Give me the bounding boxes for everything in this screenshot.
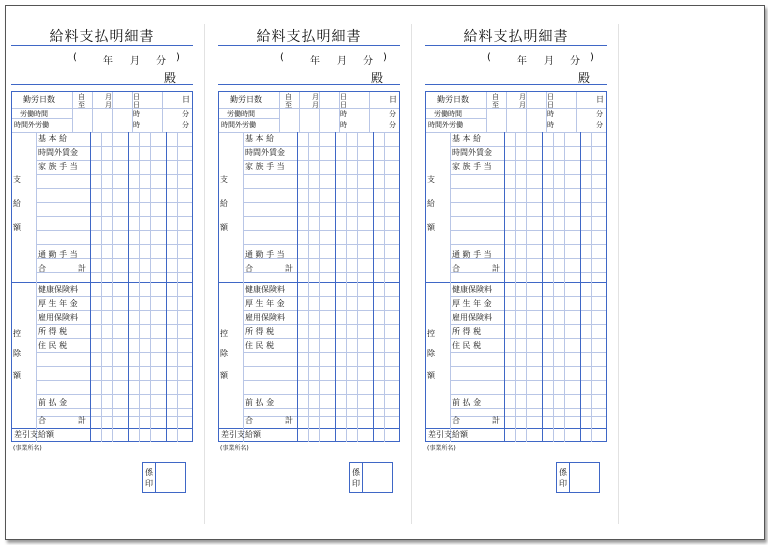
deduction-item-label: 健康保険料 [452,285,492,294]
grid-line [580,132,581,442]
grid-line [139,132,140,442]
grid-line [128,132,129,442]
slip-separator [411,24,412,524]
pay-slip [425,6,607,506]
grid-line [36,160,192,161]
commute-allowance-label: 通 勤 手 当 [38,250,78,259]
payment-section-char: 給 [220,199,228,208]
slip-title: 給料支払明細書 [256,29,362,45]
grid-line [450,296,606,297]
grid-line [243,160,399,161]
grid-line [450,202,606,203]
work-hours-minute-unit: 分 [182,110,189,118]
deduction-item-label: 雇用保険料 [245,313,285,322]
payment-section-char: 支 [427,175,435,184]
overtime-minute-unit: 分 [182,121,189,129]
grid-line [112,92,113,132]
payment-section-char: 額 [13,223,21,232]
deduction-total-label: 計 [492,416,500,425]
to-label: 至 [78,101,85,109]
grid-line [450,146,606,147]
grid-line [357,132,358,442]
work-days-unit: 日 [389,95,397,104]
grid-line [36,188,192,189]
grid-line [450,174,606,175]
grid-line [36,416,192,417]
work-hours-label: 労働時間 [434,110,462,118]
stamp-label: 印 [352,479,360,488]
grid-line [542,132,543,442]
deduction-total-label: 合 [452,416,460,425]
grid-line [243,310,399,311]
grid-line [36,230,192,231]
commute-allowance-label: 通 勤 手 当 [452,250,492,259]
grid-line [450,352,606,353]
deduction-total-label: 合 [38,416,46,425]
grid-line [450,338,606,339]
work-hours-hour-unit: 時 [340,110,347,118]
grid-line [36,338,192,339]
period-close-paren: ) [176,52,180,63]
grid-line [450,272,606,273]
advance-payment-label: 前 払 金 [452,398,482,407]
deduction-item-label: 住 民 税 [38,341,68,350]
grid-line [36,272,192,273]
slip-separator [204,24,205,524]
grid-line [177,132,178,442]
work-days-label: 勤労日数 [23,95,55,104]
deduction-item-label: 厚 生 年 金 [452,299,492,308]
addressee-suffix: 殿 [578,71,591,85]
deduction-section-char: 額 [13,371,21,380]
grid-line [36,174,192,175]
period-year: 年 [517,56,527,67]
grid-line [243,394,399,395]
grid-line [243,216,399,217]
slip-grid [425,91,607,442]
label-column-divider [90,132,91,442]
grid-line [279,92,280,132]
stamp-box [349,462,393,493]
grid-line [243,324,399,325]
to-day-label: 日 [133,101,140,109]
deduction-item-label: 厚 生 年 金 [245,299,285,308]
grid-line [243,338,399,339]
grid-line [591,132,592,442]
grid-line [36,216,192,217]
pay-slip [218,6,400,506]
slip-separator [618,24,619,524]
overtime-hour-unit: 時 [547,121,554,129]
to-label: 至 [492,101,499,109]
grid-line [243,202,399,203]
deduction-total-label: 合 [245,416,253,425]
grid-line [243,416,399,417]
grid-line [112,132,113,442]
period-open-paren: ( [280,52,284,63]
grid-line [36,296,192,297]
overtime-label: 時間外労働 [14,121,49,129]
grid-line [36,408,192,409]
grid-line [243,408,399,409]
grid-line [373,132,374,442]
overtime-hour-unit: 時 [340,121,347,129]
grid-line [36,394,192,395]
deduction-item-label: 雇用保険料 [38,313,78,322]
grid-line [450,408,606,409]
grid-line [450,324,606,325]
deduction-item-label: 厚 生 年 金 [38,299,78,308]
deduction-section-char: 額 [427,371,435,380]
slip-title: 給料支払明細書 [463,29,569,45]
grid-line [384,132,385,442]
grid-line [450,416,606,417]
payment-item-label: 時間外賃金 [452,148,492,157]
payment-item-label: 家 族 手 当 [38,162,78,171]
work-hours-hour-unit: 時 [133,110,140,118]
grid-line [335,132,336,442]
addressee-suffix: 殿 [164,71,177,85]
grid-line [36,202,192,203]
grid-line [243,230,399,231]
grid-line [299,92,300,132]
grid-line [101,132,102,442]
grid-line [36,310,192,311]
deduction-item-label: 雇用保険料 [452,313,492,322]
deduction-item-label: 所 得 税 [452,327,482,336]
grid-line [426,118,486,119]
period-fen: 分 [363,56,373,67]
section-divider [12,282,192,283]
grid-line [243,132,244,442]
grid-line [426,108,606,109]
grid-line [450,188,606,189]
payment-section-char: 支 [220,175,228,184]
grid-line [92,92,93,132]
payment-item-label: 基 本 給 [452,134,482,143]
grid-line [346,132,347,442]
grid-line [12,108,192,109]
slip-title: 給料支払明細書 [49,29,155,45]
to-day-label: 日 [547,101,554,109]
from-month-label: 月 [519,93,526,101]
from-month-label: 月 [105,93,112,101]
title-underline [425,45,607,46]
grid-line [243,244,399,245]
grid-line [36,380,192,381]
grid-line [219,132,399,133]
grid-line [243,366,399,367]
grid-line [219,108,399,109]
payment-section-char: 給 [13,199,21,208]
stamp-label: 係 [352,468,360,477]
payment-total-label: 合 [245,264,253,273]
grid-line [243,296,399,297]
period-month: 月 [337,56,347,67]
grid-line [450,216,606,217]
work-hours-label: 労働時間 [227,110,255,118]
deduction-total-label: 計 [285,416,293,425]
stamp-box [556,462,600,493]
stamp-box [142,462,186,493]
grid-line [243,380,399,381]
stamp-divider [362,463,363,492]
net-pay-label: 差引支給額 [14,430,54,439]
grid-line [36,324,192,325]
label-column-divider [504,132,505,442]
name-underline [218,84,400,85]
work-days-label: 勤労日数 [230,95,262,104]
deduction-section-char: 額 [220,371,228,380]
grid-line [36,366,192,367]
period-fen: 分 [570,56,580,67]
grid-line [36,132,37,442]
payment-section-char: 額 [427,223,435,232]
payment-section-char: 支 [13,175,21,184]
from-day-label: 日 [547,93,554,101]
deduction-total-label: 計 [78,416,86,425]
name-underline [11,84,193,85]
section-divider [426,282,606,283]
grid-line [308,132,309,442]
grid-line [72,92,73,132]
deduction-section-char: 除 [220,349,228,358]
to-month-label: 月 [105,101,112,109]
net-divider [219,428,399,429]
deduction-item-label: 所 得 税 [38,327,68,336]
net-divider [12,428,192,429]
deduction-item-label: 住 民 税 [452,341,482,350]
grid-line [219,118,279,119]
payment-item-label: 家 族 手 当 [452,162,492,171]
grid-line [369,92,370,132]
net-divider [426,428,606,429]
to-label: 至 [285,101,292,109]
stamp-divider [155,463,156,492]
from-day-label: 日 [340,93,347,101]
stamp-label: 印 [559,479,567,488]
stamp-label: 係 [145,468,153,477]
period-open-paren: ( [73,52,77,63]
grid-line [553,132,554,442]
grid-line [426,132,606,133]
label-column-divider [297,132,298,442]
grid-line [506,92,507,132]
work-hours-label: 労働時間 [20,110,48,118]
overtime-label: 時間外労働 [428,121,463,129]
payment-item-label: 時間外賃金 [38,148,78,157]
from-label: 自 [78,93,85,101]
period-month: 月 [130,56,140,67]
grid-line [12,118,72,119]
office-name-label: (事業所名) [13,445,42,452]
period-close-paren: ) [590,52,594,63]
grid-line [576,92,577,132]
commute-allowance-label: 通 勤 手 当 [245,250,285,259]
stamp-label: 印 [145,479,153,488]
deduction-section-char: 控 [13,329,21,338]
from-month-label: 月 [312,93,319,101]
grid-line [450,366,606,367]
deduction-item-label: 健康保険料 [245,285,285,294]
payment-total-label: 計 [78,264,86,273]
slip-grid [11,91,193,442]
period-year: 年 [310,56,320,67]
grid-line [450,394,606,395]
payment-total-label: 合 [38,264,46,273]
payment-item-label: 家 族 手 当 [245,162,285,171]
grid-line [243,146,399,147]
grid-line [243,174,399,175]
work-days-unit: 日 [182,95,190,104]
grid-line [243,272,399,273]
payment-item-label: 基 本 給 [38,134,68,143]
work-hours-minute-unit: 分 [596,110,603,118]
period-fen: 分 [156,56,166,67]
period-month: 月 [544,56,554,67]
title-underline [11,45,193,46]
payment-total-label: 計 [285,264,293,273]
grid-line [36,352,192,353]
grid-line [12,132,192,133]
grid-line [450,160,606,161]
payment-item-label: 基 本 給 [245,134,275,143]
grid-line [450,310,606,311]
deduction-item-label: 健康保険料 [38,285,78,294]
work-hours-minute-unit: 分 [389,110,396,118]
deduction-item-label: 所 得 税 [245,327,275,336]
slip-grid [218,91,400,442]
grid-line [36,244,192,245]
deduction-section-char: 除 [13,349,21,358]
grid-line [515,132,516,442]
period-close-paren: ) [383,52,387,63]
grid-line [243,352,399,353]
to-month-label: 月 [519,101,526,109]
period-open-paren: ( [487,52,491,63]
work-days-label: 勤労日数 [437,95,469,104]
deduction-item-label: 住 民 税 [245,341,275,350]
stamp-divider [569,463,570,492]
grid-line [319,92,320,132]
to-month-label: 月 [312,101,319,109]
grid-line [526,92,527,132]
overtime-label: 時間外労働 [221,121,256,129]
from-label: 自 [492,93,499,101]
section-divider [219,282,399,283]
overtime-hour-unit: 時 [133,121,140,129]
work-days-unit: 日 [596,95,604,104]
name-underline [425,84,607,85]
grid-line [166,132,167,442]
payment-item-label: 時間外賃金 [245,148,285,157]
to-day-label: 日 [340,101,347,109]
work-hours-hour-unit: 時 [547,110,554,118]
payment-total-label: 計 [492,264,500,273]
grid-line [450,230,606,231]
pay-slip [11,6,193,506]
payment-section-char: 給 [427,199,435,208]
grid-line [319,132,320,442]
advance-payment-label: 前 払 金 [38,398,68,407]
deduction-section-char: 控 [427,329,435,338]
period-year: 年 [103,56,113,67]
grid-line [450,132,451,442]
payment-total-label: 合 [452,264,460,273]
stamp-label: 係 [559,468,567,477]
deduction-section-char: 控 [220,329,228,338]
grid-line [526,132,527,442]
grid-line [162,92,163,132]
payment-section-char: 額 [220,223,228,232]
grid-line [564,132,565,442]
from-day-label: 日 [133,93,140,101]
deduction-section-char: 除 [427,349,435,358]
grid-line [243,188,399,189]
overtime-minute-unit: 分 [389,121,396,129]
addressee-suffix: 殿 [371,71,384,85]
grid-line [450,380,606,381]
from-label: 自 [285,93,292,101]
title-underline [218,45,400,46]
advance-payment-label: 前 払 金 [245,398,275,407]
grid-line [150,132,151,442]
net-pay-label: 差引支給額 [428,430,468,439]
grid-line [36,146,192,147]
office-name-label: (事業所名) [220,445,249,452]
office-name-label: (事業所名) [427,445,456,452]
overtime-minute-unit: 分 [596,121,603,129]
grid-line [486,92,487,132]
grid-line [450,244,606,245]
net-pay-label: 差引支給額 [221,430,261,439]
